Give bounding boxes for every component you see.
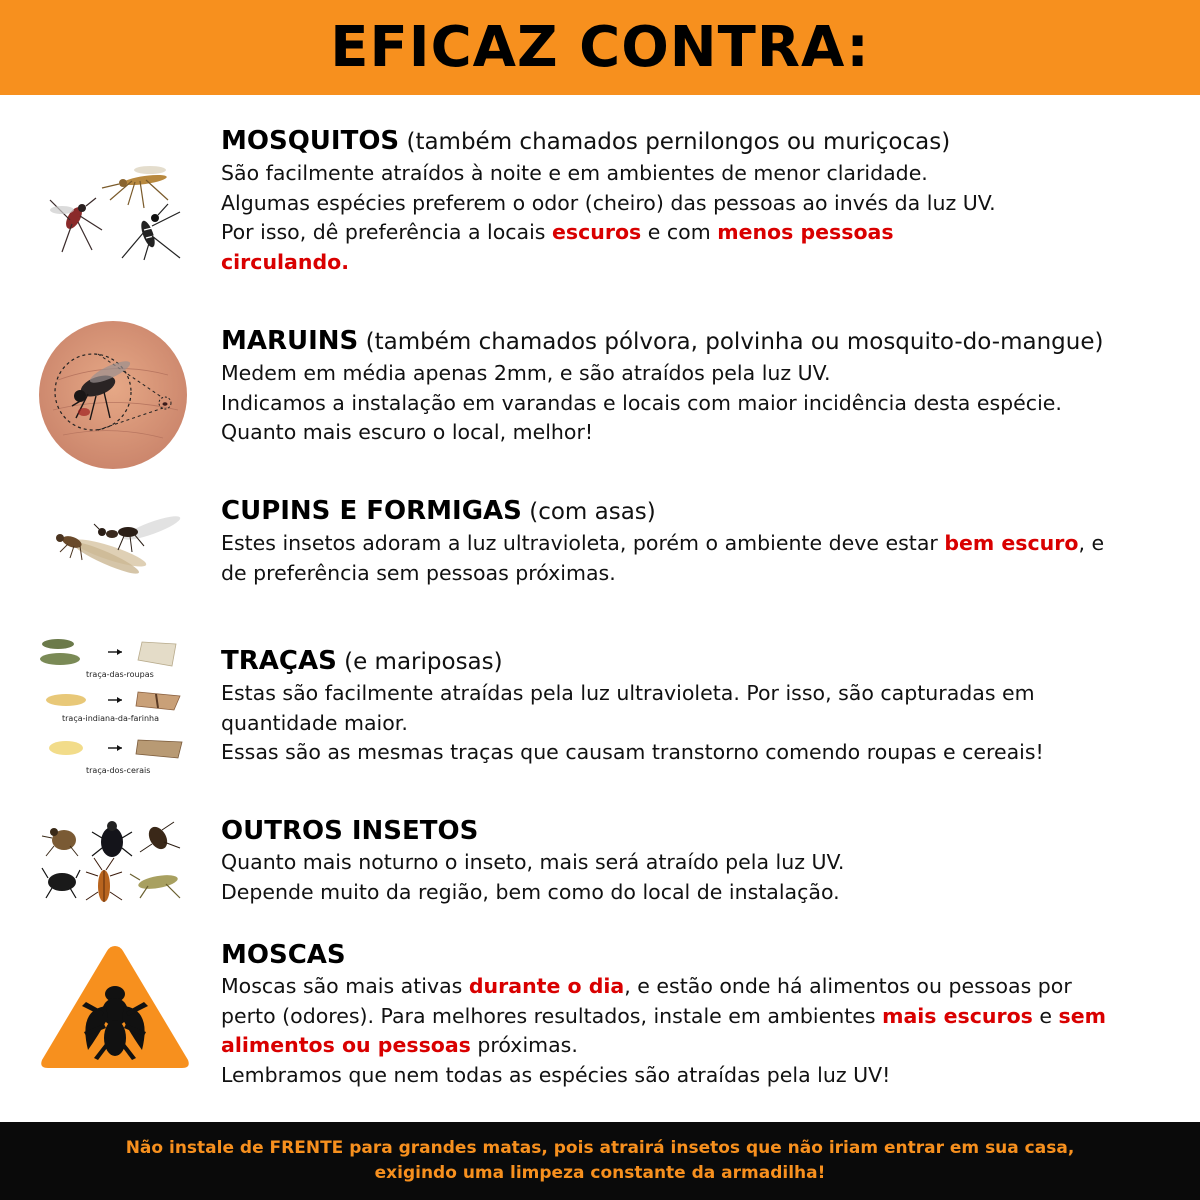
tracas-title: TRAÇAS [221, 646, 337, 676]
moscas-line-1a: Moscas são mais ativas [221, 974, 469, 998]
maruins-line-2: Indicamos a instalação em varandas e locais com maior incidência desta espécie. [221, 390, 1062, 415]
mosquitos-highlight-escuros: escuros [552, 220, 642, 244]
moth-label-farinha: traça-indiana-da-farinha [62, 714, 160, 723]
moscas-line-1c: , e estão onde há alimentos ou pessoas por [624, 974, 1072, 998]
cupins-line-1c: , e [1078, 531, 1105, 555]
maruins-title: MARUINS [221, 326, 359, 356]
moscas-line-2a: perto (odores). Para melhores resultados, instale em ambientes [221, 1003, 883, 1028]
outros-line-2: Depende muito da região, bem como do local de instalação. [221, 879, 840, 904]
mosquitos-subtitle: (também chamados pernilongos ou muriçocas) [399, 129, 951, 155]
outros-title: OUTROS INSETOS [221, 816, 479, 846]
moth-label-cerais: traça-dos-cerais [86, 766, 151, 775]
footer-line-1: Não instale de FRENTE para grandes matas, pois atrairá insetos que não iriam entrar em sua casa, [125, 1138, 1075, 1158]
moscas-highlight-mais-escuros: mais escuros [882, 1003, 1033, 1028]
page-title: EFICAZ CONTRA: [330, 15, 870, 80]
footer-line-2: exigindo uma limpeza constante da armadilha! [374, 1163, 826, 1183]
moscas-highlight-durante-o-dia: durante o dia [468, 974, 625, 998]
moth-label-roupas: traça-das-roupas [86, 670, 154, 679]
outros-line-1: Quanto mais noturno o inseto, mais será atraído pela luz UV. [221, 850, 845, 874]
mosquitos-highlight-circulando: circulando. [221, 249, 350, 274]
tracas-line-1: Estas são facilmente atraídas pela luz ultravioleta. Por isso, são capturadas em [221, 681, 1035, 705]
footer-warning [0, 1122, 1200, 1200]
header-banner [0, 0, 1200, 95]
cupins-highlight-bem-escuro: bem escuro [944, 531, 1079, 555]
cupins-line-1a: Estes insetos adoram a luz ultravioleta, porém o ambiente deve estar [221, 531, 945, 555]
winged-termite-icon [40, 498, 190, 588]
cupins-line-2: de preferência sem pessoas próximas. [221, 560, 616, 585]
mosquitos-line-2: Algumas espécies preferem o odor (cheiro) das pessoas ao invés da luz UV. [221, 190, 996, 215]
beetles-icon [40, 818, 190, 910]
maruins-line-1: Medem em média apenas 2mm, e são atraídos pela luz UV. [221, 361, 831, 385]
cupins-title: CUPINS E FORMIGAS [221, 496, 522, 526]
cupins-subtitle: (com asas) [521, 499, 656, 525]
tracas-line-2: quantidade maior. [221, 710, 408, 735]
mosquito-icon [40, 160, 190, 265]
mosquitos-line-1: São facilmente atraídos à noite e em ambientes de menor claridade. [221, 161, 928, 185]
moscas-line-2c: e [1032, 1003, 1059, 1028]
mosquitos-highlight-menos-pessoas: menos pessoas [717, 220, 894, 244]
maruins-line-3: Quanto mais escuro o local, melhor! [221, 420, 594, 444]
moscas-highlight-alimentos: alimentos ou pessoas [221, 1033, 471, 1057]
moscas-title: MOSCAS [221, 940, 346, 970]
mosquitos-title: MOSQUITOS [221, 126, 400, 156]
mosquitos-line-3a: Por isso, dê preferência a locais [221, 220, 552, 244]
fly-warning-icon [38, 940, 192, 1074]
moscas-line-4: Lembramos que nem todas as espécies são atraídas pela luz UV! [221, 1062, 891, 1087]
maruins-subtitle: (também chamados pólvora, polvinha ou mosquito-do-mangue) [358, 329, 1104, 355]
mosquitos-line-3c: e com [641, 220, 718, 244]
tracas-subtitle: (e mariposas) [336, 649, 503, 675]
moth-lifecycle-icon [38, 630, 198, 780]
moscas-highlight-sem: sem [1058, 1003, 1107, 1028]
moscas-line-3b: próximas. [470, 1033, 578, 1057]
biting-midge-icon [38, 320, 188, 470]
tracas-line-3: Essas são as mesmas traças que causam transtorno comendo roupas e cereais! [221, 740, 1044, 764]
